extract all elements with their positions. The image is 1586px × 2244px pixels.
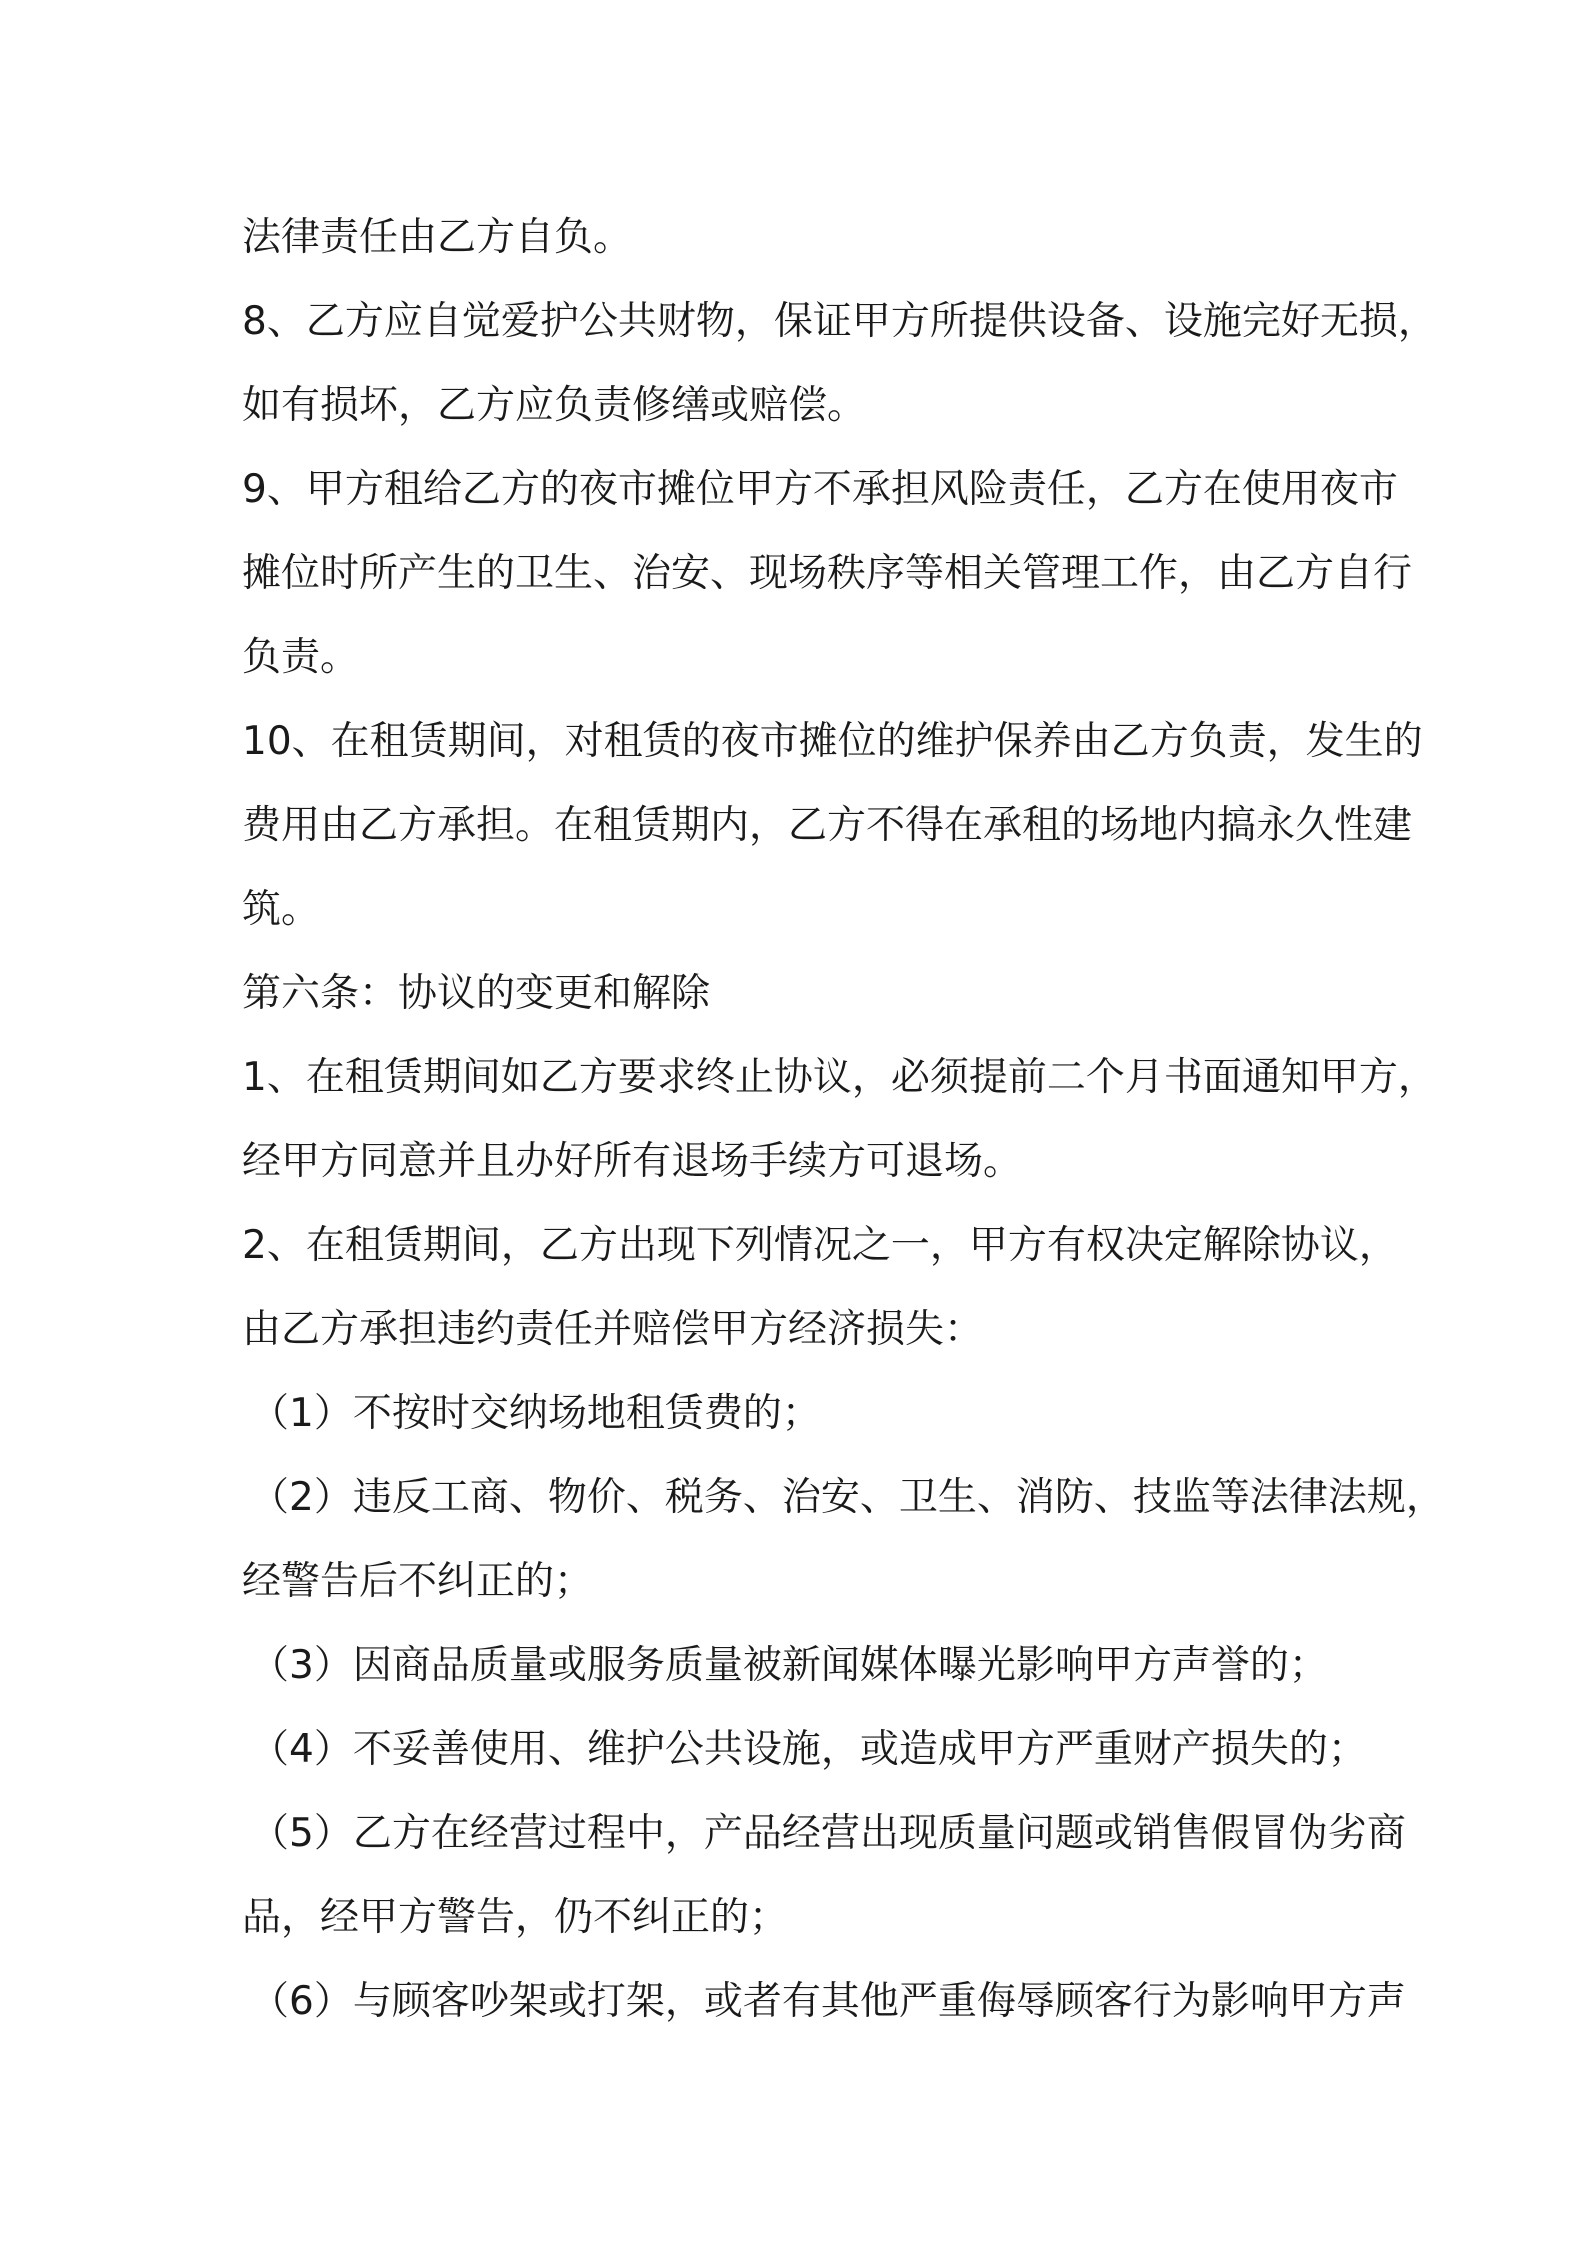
- text-line: 法律责任由乙方自负。: [242, 215, 633, 260]
- text-line: 经警告后不纠正的；: [242, 1559, 594, 1604]
- list-item: （5）乙方在经营过程中，产品经营出现质量问题或销售假冒伪劣商: [250, 1811, 1406, 1856]
- list-item: （3）因商品质量或服务质量被新闻媒体曝光影响甲方声誉的；: [250, 1643, 1328, 1688]
- text-line: 摊位时所产生的卫生、治安、现场秩序等相关管理工作，由乙方自行: [242, 551, 1413, 596]
- list-item: （1）不按时交纳场地租赁费的；: [250, 1391, 821, 1436]
- list-item: （6）与顾客吵架或打架，或者有其他严重侮辱顾客行为影响甲方声: [250, 1979, 1406, 2024]
- list-item: （4）不妥善使用、维护公共设施，或造成甲方严重财产损失的；: [250, 1727, 1367, 1772]
- text-line: 品，经甲方警告，仍不纠正的；: [242, 1895, 789, 1940]
- text-line: 筑。: [242, 887, 321, 932]
- text-line: 经甲方同意并且办好所有退场手续方可退场。: [242, 1139, 1023, 1184]
- text-line: 负责。: [242, 635, 360, 680]
- text-line: 由乙方承担违约责任并赔偿甲方经济损失：: [242, 1307, 984, 1352]
- text-line: 2、在租赁期间，乙方出现下列情况之一，甲方有权决定解除协议，: [242, 1223, 1398, 1268]
- document-body: [242, 196, 1445, 2044]
- section-heading: 第六条：协议的变更和解除: [242, 971, 711, 1016]
- text-line: 费用由乙方承担。在租赁期内，乙方不得在承租的场地内搞永久性建: [242, 803, 1413, 848]
- list-item: （2）违反工商、物价、税务、治安、卫生、消防、技监等法律法规，: [250, 1475, 1445, 1520]
- text-line: 1、在租赁期间如乙方要求终止协议，必须提前二个月书面通知甲方，: [242, 1055, 1437, 1100]
- text-line: 如有损坏，乙方应负责修缮或赔偿。: [242, 383, 867, 428]
- text-line: 8、乙方应自觉爱护公共财物，保证甲方所提供设备、设施完好无损，: [242, 299, 1437, 344]
- text-line: 9、甲方租给乙方的夜市摊位甲方不承担风险责任，乙方在使用夜市: [242, 467, 1398, 512]
- text-line: 10、在租赁期间，对租赁的夜市摊位的维护保养由乙方负责，发生的: [242, 719, 1423, 764]
